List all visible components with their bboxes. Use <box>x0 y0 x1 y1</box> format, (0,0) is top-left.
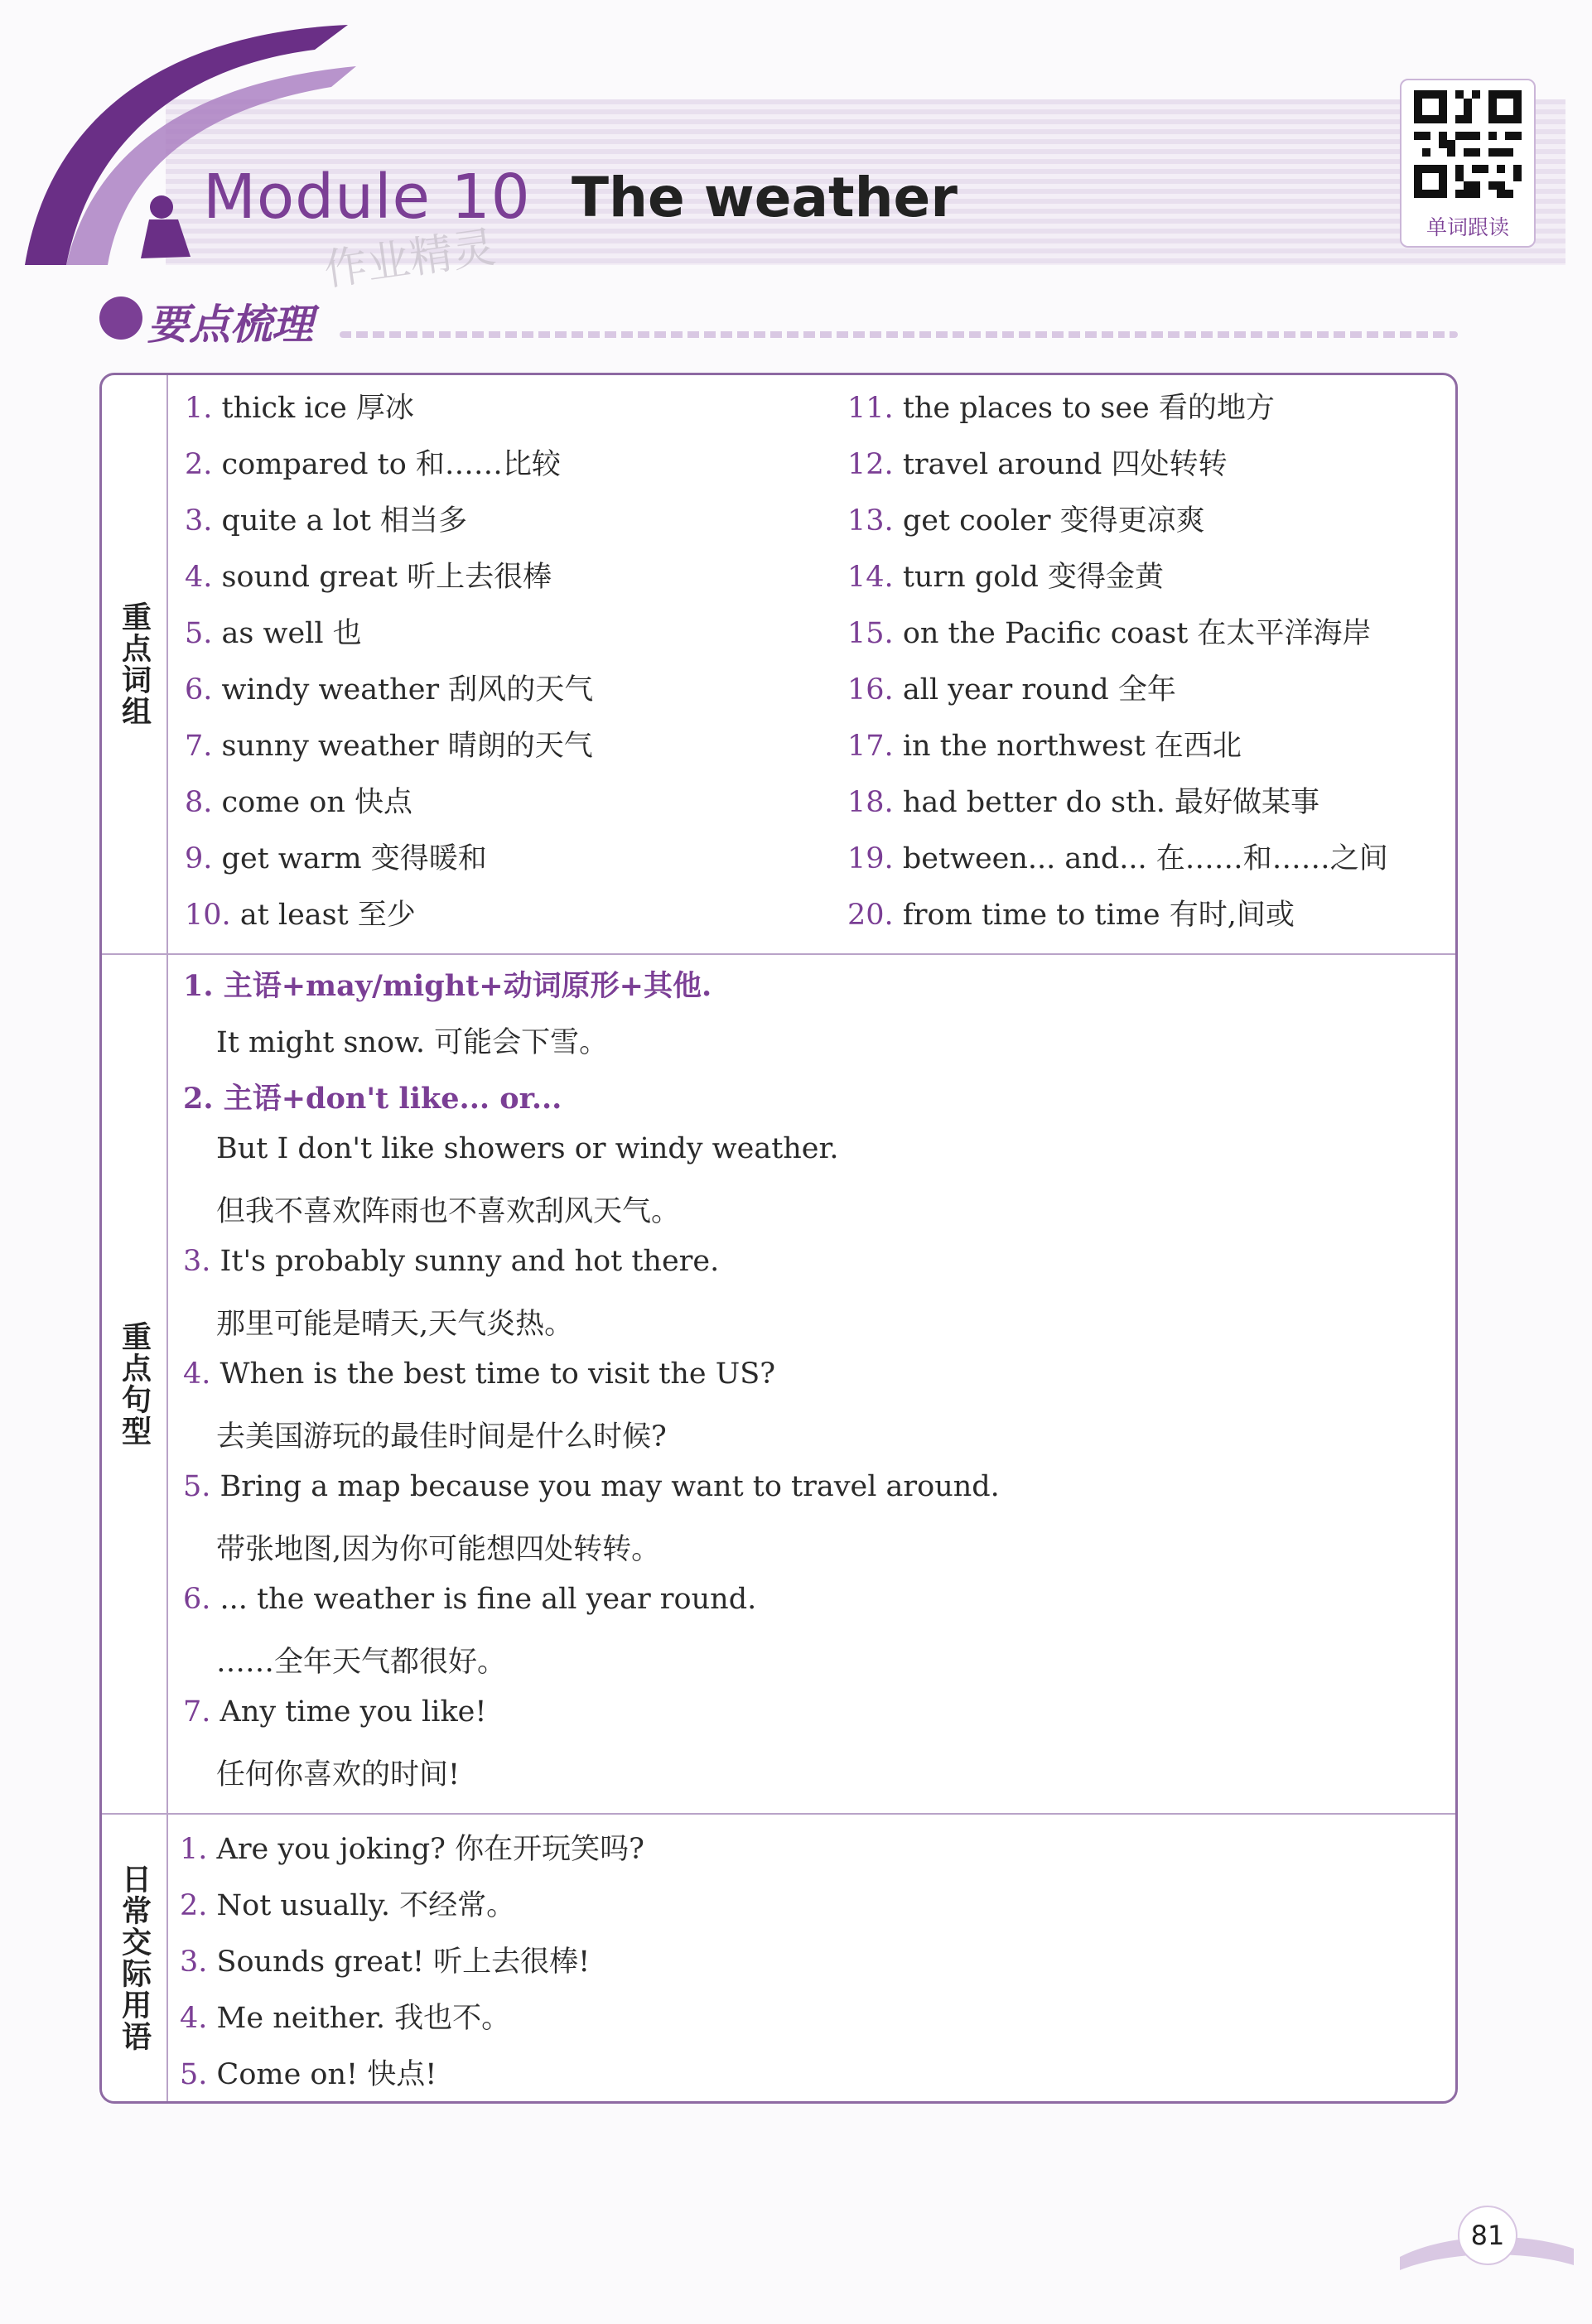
page-footer <box>1400 2199 1574 2273</box>
phrase-item: 13. get cooler 变得更凉爽 <box>847 504 1205 538</box>
phrase-item: 20. from time to time 有时,间或 <box>847 899 1295 932</box>
sentence-item: 3. It's probably sunny and hot there. <box>183 1245 720 1278</box>
summary-table <box>99 373 1458 2104</box>
sentences-row <box>102 953 1455 1813</box>
phrases-label: 重点词组 <box>102 375 168 953</box>
sentence-translation: 那里可能是晴天,天气炎热。 <box>216 1308 574 1341</box>
daily-item: 2. Not usually. 不经常。 <box>180 1889 516 1922</box>
phrase-item: 14. turn gold 变得金黄 <box>847 561 1165 594</box>
sentences-label: 重点句型 <box>102 955 168 1813</box>
key-icon <box>99 297 142 340</box>
section-title: 要点梳理 <box>147 301 313 349</box>
phrases-row <box>102 375 1455 953</box>
sentence-example: But I don't like showers or windy weather. <box>216 1132 839 1165</box>
daily-item: 4. Me neither. 我也不。 <box>180 2002 511 2035</box>
daily-list <box>168 1815 1455 2101</box>
page-number: 81 <box>1458 2206 1517 2265</box>
phrase-item: 11. the places to see 看的地方 <box>847 392 1275 425</box>
qr-caption: 单词跟读 <box>1426 215 1509 239</box>
phrase-item: 7. sunny weather 晴朗的天气 <box>185 730 593 763</box>
phrase-item: 6. windy weather 刮风的天气 <box>185 673 594 706</box>
module-swoosh-graphic <box>17 17 364 282</box>
phrase-item: 3. quite a lot 相当多 <box>185 504 468 538</box>
phrase-item: 10. at least 至少 <box>185 899 416 932</box>
sentence-item: 1. 主语+may/might+动词原形+其他. <box>183 969 712 1003</box>
phrase-item: 19. between... and... 在……和……之间 <box>847 842 1388 875</box>
phrase-item: 9. get warm 变得暖和 <box>185 842 487 875</box>
phrase-item: 1. thick ice 厚冰 <box>185 392 414 425</box>
qr-code-box[interactable] <box>1400 79 1536 248</box>
watermark: 作业精灵 <box>321 222 499 297</box>
phrase-item: 17. in the northwest 在西北 <box>847 730 1242 763</box>
phrase-item: 2. compared to 和……比较 <box>185 448 561 481</box>
phrase-item: 12. travel around 四处转转 <box>847 448 1228 481</box>
sentence-item: 5. Bring a map because you may want to travel around. <box>183 1470 1000 1503</box>
sentence-translation: ……全年天气都很好。 <box>216 1646 507 1679</box>
module-title: Module 10 <box>203 162 531 233</box>
daily-label: 日常交际用语 <box>102 1815 168 2101</box>
phrase-item: 16. all year round 全年 <box>847 673 1176 706</box>
sentence-example: It might snow. 可能会下雪。 <box>216 1026 609 1059</box>
unit-title: The weather <box>572 166 958 229</box>
sentence-translation: 但我不喜欢阵雨也不喜欢刮风天气。 <box>216 1195 681 1228</box>
daily-item: 5. Come on! 快点! <box>180 2058 437 2091</box>
sentence-item: 4. When is the best time to visit the US? <box>183 1357 775 1391</box>
section-divider <box>340 331 1458 338</box>
phrase-item: 8. come on 快点 <box>185 786 412 819</box>
daily-item: 1. Are you joking? 你在开玩笑吗? <box>180 1833 644 1866</box>
sentence-translation: 去美国游玩的最佳时间是什么时候? <box>216 1420 667 1454</box>
sentence-item: 2. 主语+don't like... or... <box>183 1082 562 1116</box>
sentence-translation: 任何你喜欢的时间! <box>216 1758 461 1791</box>
daily-row <box>102 1813 1455 2101</box>
page-header <box>0 0 1592 297</box>
sentence-item: 7. Any time you like! <box>183 1695 487 1729</box>
sentence-item: 6. ... the weather is fine all year round. <box>183 1583 757 1616</box>
phrase-item: 4. sound great 听上去很棒 <box>185 561 552 594</box>
phrases-list <box>168 375 1455 953</box>
sentence-translation: 带张地图,因为你可能想四处转转。 <box>216 1533 661 1566</box>
phrase-item: 15. on the Pacific coast 在太平洋海岸 <box>847 617 1372 650</box>
qr-code-icon <box>1414 90 1522 198</box>
phrase-item: 5. as well 也 <box>185 617 362 650</box>
sentences-list <box>168 955 1455 1813</box>
daily-item: 3. Sounds great! 听上去很棒! <box>180 1946 591 1979</box>
phrase-item: 18. had better do sth. 最好做某事 <box>847 786 1319 819</box>
